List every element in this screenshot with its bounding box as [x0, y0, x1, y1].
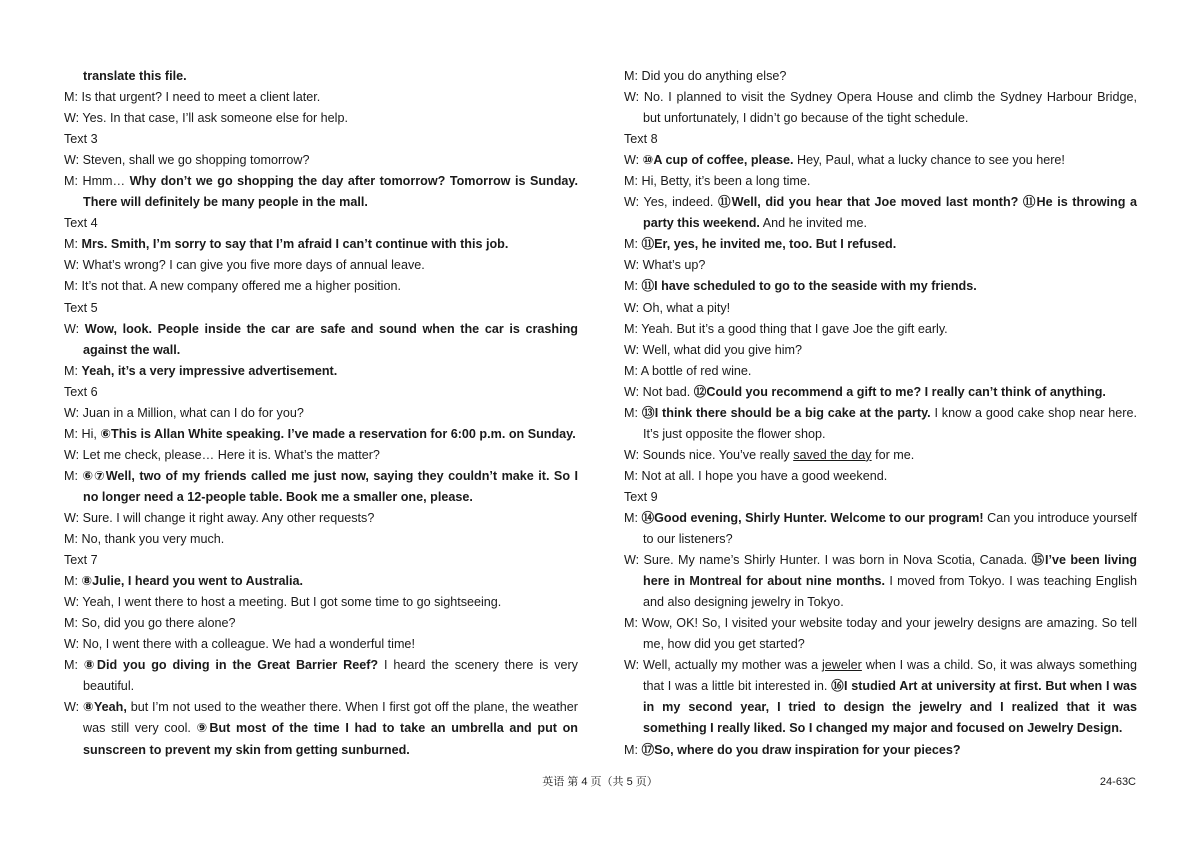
text-segment: M: — [64, 363, 82, 378]
dialogue-line — [624, 192, 1137, 234]
text-segment: ⑬I think there should be a big cake at the party. — [641, 405, 931, 420]
text-segment: Mrs. Smith, I’m sorry to say that I’m afraid I can’t continue with this job. — [81, 237, 509, 252]
text-segment: jeweler — [821, 658, 862, 673]
dialogue-line — [624, 403, 1137, 445]
text-segment: M: Is that urgent? I need to meet a client later. — [64, 90, 321, 105]
text-segment: ⑨But most of the time I had to take an umbrella and put on sunscreen to prevent my skin from getting sunburned. — [83, 721, 578, 757]
text-segment: M: — [64, 658, 84, 673]
text-segment: W: — [64, 700, 83, 715]
dialogue-line — [64, 424, 578, 445]
text-segment: M: — [64, 574, 82, 589]
text-segment: W: No. I planned to visit the Sydney Opera House and climb the Sydney Harbour Bridge, but unfortunately, I didn’t go because of the tight schedule. — [624, 90, 1137, 126]
dialogue-line — [64, 255, 578, 276]
text-segment: W: No, I went there with a colleague. We had a wonderful time! — [64, 637, 415, 652]
dialogue-line — [64, 276, 578, 297]
dialogue-line — [624, 298, 1137, 319]
text-segment: ⑥⑦Well, two of my friends called me just now, saying they couldn’t make it. So I no longer need a 12-people table. Book me a smaller one, please. — [82, 468, 578, 504]
text-segment: M: — [624, 510, 642, 525]
text-segment: W: Steven, shall we go shopping tomorrow? — [64, 153, 310, 168]
dialogue-line — [64, 171, 578, 213]
dialogue-line — [624, 740, 1137, 761]
dialogue-line — [64, 655, 578, 697]
text-segment: Text 4 — [64, 216, 98, 231]
text-segment: ⑪I have scheduled to go to the seaside with my friends. — [641, 279, 977, 294]
text-segment: W: Well, what did you give him? — [624, 342, 803, 357]
dialogue-line — [624, 382, 1137, 403]
text-segment: M: Wow, OK! So, I visited your website today and your jewelry designs are amazing. So tell me, how did you get started? — [624, 616, 1137, 652]
text-segment: M: Hi, — [64, 426, 101, 441]
dialogue-line — [624, 361, 1137, 382]
text-segment: W: Yes. In that case, I’ll ask someone else for help. — [64, 111, 348, 126]
text-segment: Yeah, it’s a very impressive advertisement. — [81, 363, 338, 378]
text-segment: M: A bottle of red wine. — [624, 363, 752, 378]
text-segment: Text 9 — [624, 489, 658, 504]
text-segment: saved the day — [793, 447, 872, 462]
dialogue-line — [64, 87, 578, 108]
text-segment: ⑩A cup of coffee, please. — [642, 153, 794, 168]
dialogue-line — [64, 697, 578, 760]
text-segment: W: Yeah, I went there to host a meeting. But I got some time to go sightseeing. — [64, 595, 502, 610]
dialogue-line — [624, 340, 1137, 361]
text-segment: Text 5 — [64, 300, 98, 315]
text-segment: for me. — [871, 447, 915, 462]
dialogue-line — [64, 592, 578, 613]
dialogue-line — [64, 466, 578, 508]
text-segment: W: Sure. I will change it right away. Any other requests? — [64, 510, 375, 525]
text-segment: ⑮I’ve been living here in Montreal for about nine months. — [643, 553, 1137, 589]
text-segment: W: Sounds nice. You’ve really — [624, 447, 794, 462]
text-segment: M: — [64, 468, 83, 483]
text-segment: M: Yeah. But it’s a good thing that I gave Joe the gift early. — [624, 321, 948, 336]
text-segment: Wow, look. People inside the car are safe and sound when the car is crashing against the wall. — [83, 321, 578, 357]
text-segment: W: Yes, indeed. — [624, 195, 718, 210]
text-segment: W: Oh, what a pity! — [624, 300, 731, 315]
text-segment: Text 6 — [64, 384, 98, 399]
text-segment: M: Not at all. I hope you have a good weekend. — [624, 468, 888, 483]
text-segment: Text 7 — [64, 553, 98, 568]
dialogue-line — [624, 445, 1137, 466]
text-segment: when I was a child. So, it was always something that I was a little bit interested in. — [643, 658, 1137, 694]
text-segment: W: — [624, 153, 643, 168]
right-column — [624, 66, 1137, 761]
page-number-label: 英语 第 4 页（共 5 页） — [542, 776, 658, 788]
dialogue-line — [64, 445, 578, 466]
text-segment: M: No, thank you very much. — [64, 532, 225, 547]
text-segment: Can you introduce yourself to our listeners? — [643, 510, 1137, 547]
text-segment: W: What’s up? — [624, 258, 706, 273]
section-heading — [64, 213, 578, 234]
section-heading — [64, 382, 578, 403]
dialogue-line — [64, 634, 578, 655]
text-segment: Why don’t we go shopping the day after tomorrow? Tomorrow is Sunday. There will definitely be many people in the mall. — [83, 174, 578, 210]
dialogue-line — [624, 234, 1137, 255]
dialogue-line — [64, 508, 578, 529]
dialogue-line — [64, 234, 578, 255]
text-segment: M: — [624, 742, 642, 757]
dialogue-line — [624, 319, 1137, 340]
text-segment: ⑯I studied Art at university at first. But when I was in my second year, I tried to design the jewelry and I realized that it was something I really liked. So I changed my major and focused on Jewelry Design. — [643, 679, 1138, 736]
section-heading — [64, 298, 578, 319]
text-segment: ⑰So, where do you draw inspiration for your pieces? — [641, 742, 961, 757]
text-segment: Text 8 — [624, 132, 658, 147]
text-segment: ⑪Er, yes, he invited me, too. But I refused. — [641, 237, 897, 252]
text-segment: And he invited me. — [759, 216, 868, 231]
text-segment: ⑭Good evening, Shirly Hunter. Welcome to our program! — [641, 510, 984, 525]
dialogue-line — [64, 403, 578, 424]
text-segment: M: So, did you go there alone? — [64, 616, 236, 631]
dialogue-line — [624, 613, 1137, 655]
dialogue-line — [64, 613, 578, 634]
dialogue-line — [624, 550, 1137, 613]
dialogue-line — [64, 361, 578, 382]
dialogue-line — [624, 255, 1137, 276]
text-segment: W: Not bad. — [624, 384, 694, 399]
text-segment: I know a good cake shop near here. It’s just opposite the flower shop. — [643, 405, 1137, 441]
dialogue-line — [624, 87, 1137, 129]
dialogue-line — [64, 529, 578, 550]
text-segment: M: — [64, 237, 82, 252]
text-segment: translate this file. — [83, 69, 187, 83]
text-segment: Hey, Paul, what a lucky chance to see you here! — [793, 153, 1065, 168]
text-segment: W: What’s wrong? I can give you five more days of annual leave. — [64, 258, 425, 273]
dialogue-line — [64, 150, 578, 171]
text-segment: W: Juan in a Million, what can I do for you? — [64, 405, 304, 420]
text-segment: M: It’s not that. A new company offered me a higher position. — [64, 279, 401, 294]
dialogue-line — [624, 655, 1137, 739]
text-segment: Text 3 — [64, 132, 98, 147]
text-segment: ⑧Did you go diving in the Great Barrier Reef? — [83, 658, 379, 673]
text-segment: ⑫Could you recommend a gift to me? I really can’t think of anything. — [693, 384, 1106, 399]
section-heading — [624, 129, 1137, 150]
text-segment: W: — [64, 321, 85, 336]
dialogue-line — [64, 108, 578, 129]
text-segment: W: Sure. My name’s Shirly Hunter. I was born in Nova Scotia, Canada. — [624, 553, 1032, 568]
text-segment: M: Did you do anything else? — [624, 69, 787, 83]
text-segment: ⑪Well, did you hear that Joe moved last month? ⑪He is throwing a party this weekend. — [643, 195, 1137, 231]
dialogue-line — [624, 150, 1137, 171]
text-segment: W: Let me check, please… Here it is. What’s the matter? — [64, 447, 380, 462]
text-segment: ⑧Julie, I heard you went to Australia. — [81, 574, 304, 589]
text-segment: M: — [624, 279, 642, 294]
dialogue-line — [624, 171, 1137, 192]
text-segment: I moved from Tokyo. I was teaching English and also designing jewelry in Tokyo. — [643, 574, 1137, 610]
text-segment: M: Hi, Betty, it’s been a long time. — [624, 174, 811, 189]
dialogue-line — [624, 276, 1137, 297]
text-segment: M: — [624, 405, 642, 420]
text-segment: ⑥This is Allan White speaking. I’ve made a reservation for 6:00 p.m. on Sunday. — [100, 426, 576, 441]
section-heading — [64, 129, 578, 150]
text-segment: M: Hmm… — [64, 174, 130, 189]
dialogue-line — [624, 466, 1137, 487]
text-segment: M: — [624, 237, 642, 252]
section-heading — [624, 487, 1137, 508]
dialogue-line — [624, 508, 1137, 550]
dialogue-line — [64, 319, 578, 361]
exam-code: 24-63C — [1099, 776, 1136, 788]
dialogue-line — [64, 66, 578, 87]
text-segment: I heard the scenery there is very beautiful. — [83, 658, 578, 694]
text-segment: ⑧Yeah, — [82, 700, 127, 715]
section-heading — [64, 550, 578, 571]
text-segment: W: Well, actually my mother was a — [624, 658, 822, 673]
left-column — [64, 66, 578, 761]
dialogue-line — [64, 571, 578, 592]
text-segment: but I’m not used to the weather there. When I first got off the plane, the weather was still very cool. — [83, 700, 578, 736]
dialogue-line — [624, 66, 1137, 87]
